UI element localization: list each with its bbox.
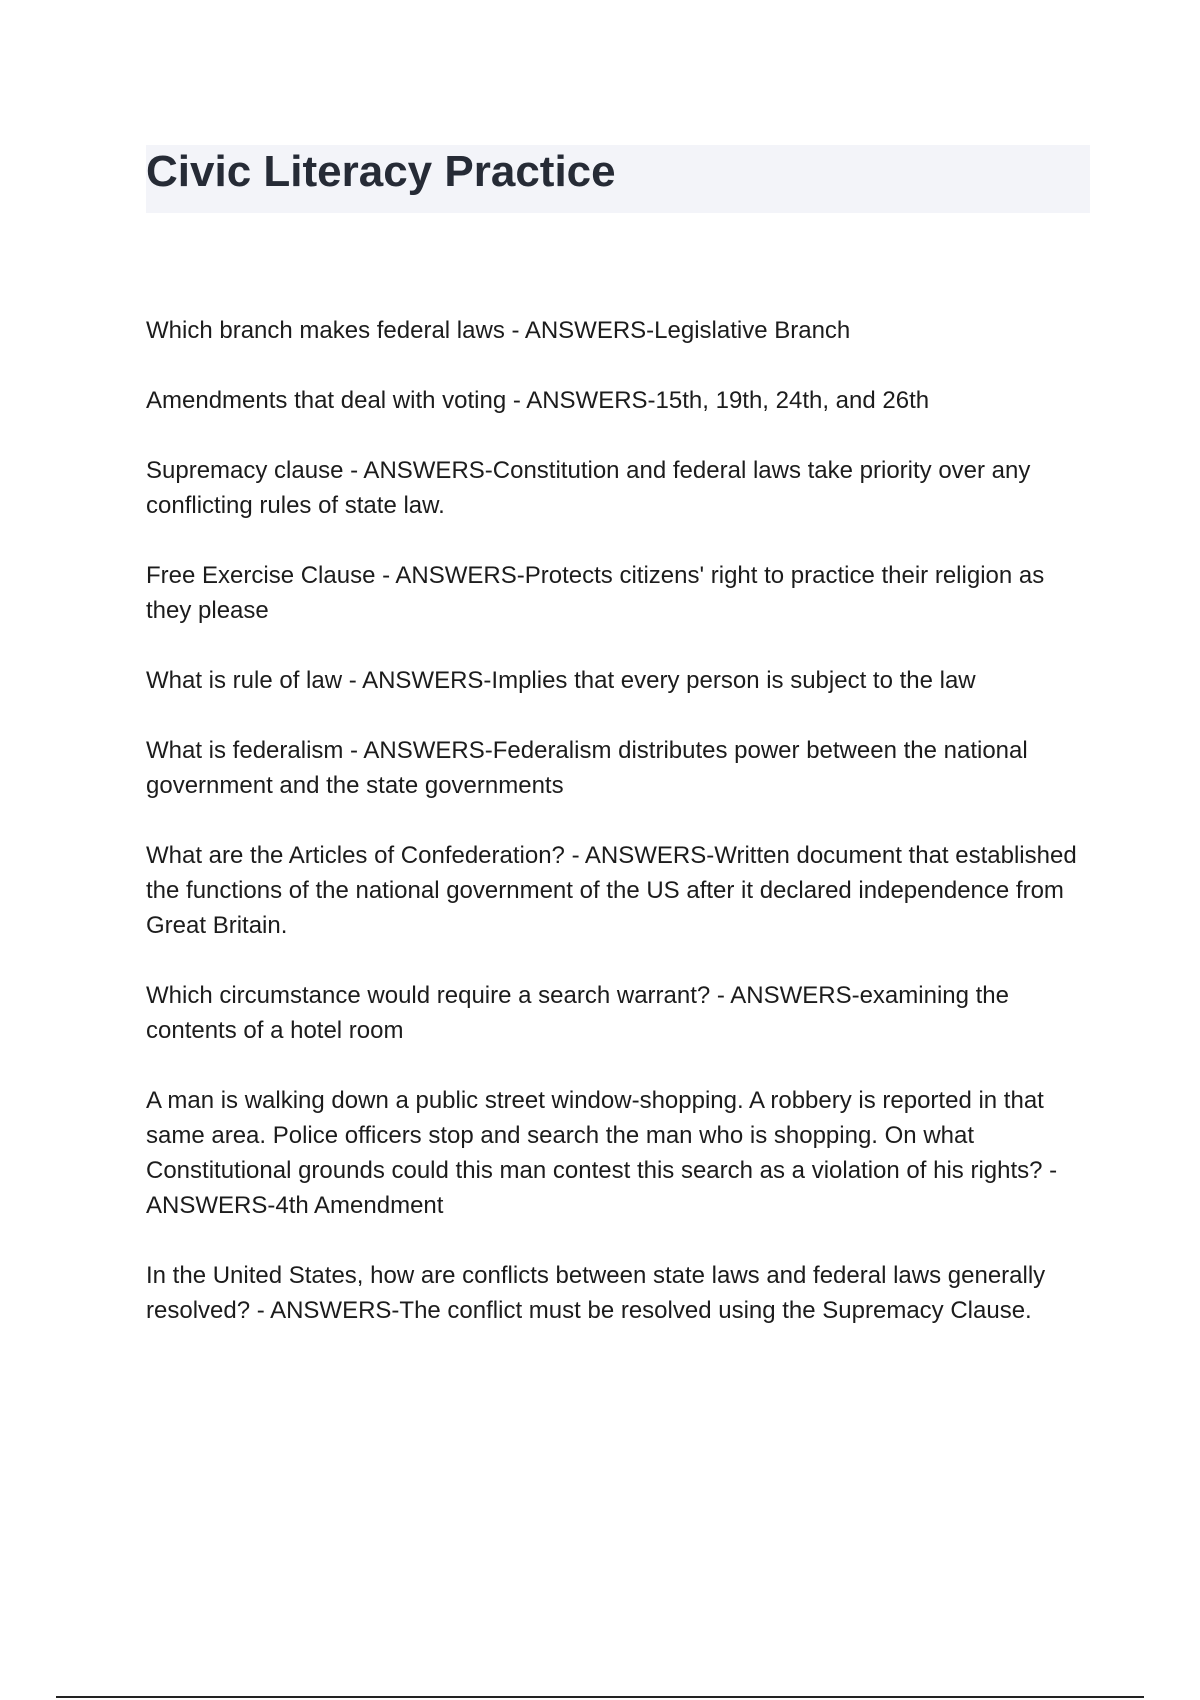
qa-item: A man is walking down a public street window-shopping. A robbery is reported in that same area. Police officers stop and search the man who is shopping. On what Constitutional grounds could this man contest this search as a violation of his rights? - ANSWERS-4th Amendment <box>146 1087 1058 1219</box>
page-title: Civic Literacy Practice <box>146 147 616 196</box>
qa-item: Amendments that deal with voting - ANSWERS-15th, 19th, 24th, and 26th <box>146 387 930 414</box>
qa-item: In the United States, how are conflicts between state laws and federal laws generally resolved? - ANSWERS-The conflict must be resolved using the Supremacy Clause. <box>146 1262 1046 1324</box>
qa-item: Which branch makes federal laws - ANSWERS-Legislative Branch <box>146 317 851 344</box>
qa-item: Which circumstance would require a search warrant? - ANSWERS-examining the contents of a hotel room <box>146 982 1010 1044</box>
qa-item: What is rule of law - ANSWERS-Implies that every person is subject to the law <box>146 667 976 694</box>
qa-list <box>146 313 1090 1363</box>
qa-item: Free Exercise Clause - ANSWERS-Protects citizens' right to practice their religion as they please <box>146 562 1045 624</box>
qa-item: What are the Articles of Confederation? - ANSWERS-Written document that established the functions of the national government of the US after it declared independence from Great Britain. <box>146 842 1077 939</box>
footer-rule <box>56 1696 1144 1698</box>
qa-item: Supremacy clause - ANSWERS-Constitution and federal laws take priority over any conflicting rules of state law. <box>146 457 1031 519</box>
qa-item: What is federalism - ANSWERS-Federalism distributes power between the national government and the state governments <box>146 737 1028 799</box>
